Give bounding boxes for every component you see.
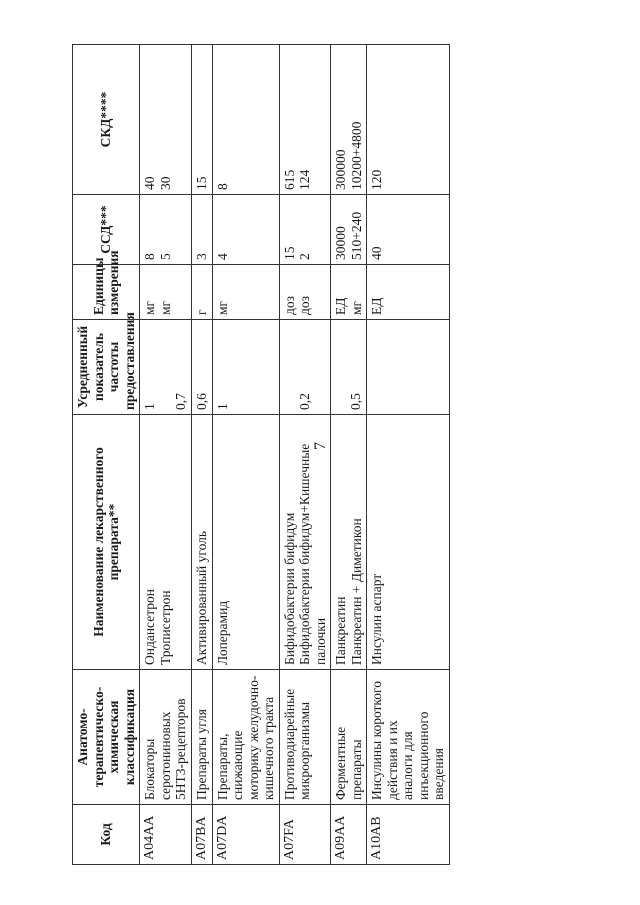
ssd-text: 8 [142, 253, 158, 260]
name-text: Панкреатин [333, 596, 349, 665]
cell-ssd [191, 195, 212, 265]
table-row [279, 45, 331, 865]
freq-group-text: 1 [142, 403, 158, 410]
cell-code [191, 805, 212, 865]
cell-ssd [331, 195, 367, 265]
atc-text: Блокаторы серотониновых 5НТ3-рецепторов [142, 698, 189, 800]
skd-text: 615 [281, 169, 297, 190]
skd-text: 300000 [333, 149, 349, 190]
table-row [212, 45, 279, 865]
code-text: A07BA [193, 816, 209, 860]
cell-unit [367, 265, 450, 320]
cell-freq [367, 320, 450, 415]
cell-unit [212, 265, 279, 320]
freq-text: 0,2 [296, 393, 312, 410]
header-ssd: ССД*** [73, 195, 140, 265]
code-text: A10AB [369, 816, 385, 860]
cell-name [212, 415, 279, 670]
name-text: Активированный уголь [193, 530, 209, 665]
code-text: A07DA [214, 815, 230, 860]
freq-text: 1 [214, 403, 230, 410]
table-row [367, 45, 450, 865]
drug-table [72, 44, 450, 865]
cell-freq [191, 320, 212, 415]
cell-name [191, 415, 212, 670]
header-skd: СКД**** [73, 45, 140, 195]
ssd-text: 2 [297, 253, 313, 260]
atc-text: Препараты угля [193, 709, 209, 800]
cell-atc [191, 670, 212, 805]
atc-text: Инсулины короткого действия и их аналоги для инъекционного введения [369, 681, 447, 800]
cell-atc [140, 670, 192, 805]
cell-atc [212, 670, 279, 805]
skd-text: 8 [214, 183, 230, 190]
freq-text [158, 324, 173, 410]
cell-name [140, 415, 192, 670]
unit-text: доз [281, 296, 297, 315]
cell-name [367, 415, 450, 670]
cell-code [212, 805, 279, 865]
cell-name [279, 415, 331, 670]
freq-text [333, 324, 348, 410]
name-text: Инсулин аспарт [369, 573, 385, 665]
header-code: Код [73, 805, 140, 865]
cell-atc [331, 670, 367, 805]
cell-unit [279, 265, 331, 320]
rotated-page [72, 45, 597, 865]
header-name: Наименование лекарственного препарата** [73, 415, 140, 670]
cell-code [367, 805, 450, 865]
cell-freq [140, 320, 192, 415]
unit-text: мг [157, 300, 173, 315]
header-unit: Единицы измерения [73, 265, 140, 320]
atc-text: Ферментные препараты [333, 726, 364, 800]
cell-code [279, 805, 331, 865]
ssd-text: 40 [369, 246, 385, 260]
unit-text: мг [348, 300, 364, 315]
name-text: Трописетрон [157, 590, 173, 665]
name-text: Бифидобактерии бифидум [281, 512, 297, 665]
cell-code [331, 805, 367, 865]
freq-text [282, 324, 297, 410]
table-row [140, 45, 192, 865]
cell-atc [367, 670, 450, 805]
unit-text: ЕД [333, 297, 349, 315]
cell-unit [331, 265, 367, 320]
ssd-text: 5 [157, 253, 173, 260]
atc-text: Противодиарейные микроорганизмы [281, 688, 313, 800]
code-text: A09AA [333, 815, 349, 860]
cell-freq [212, 320, 279, 415]
cell-name [331, 415, 367, 670]
header-freq: Усредненный показатель частоты предоставления [73, 320, 140, 415]
unit-text: мг [142, 300, 158, 315]
cell-code [140, 805, 192, 865]
freq-text: 0,7 [172, 393, 188, 410]
cell-skd [279, 45, 331, 195]
cell-ssd [367, 195, 450, 265]
name-text: Панкреатин + Диметикон [348, 518, 364, 665]
name-text: Бифидобактерии бифидум+Кишечные палочки [297, 443, 328, 665]
cell-unit [140, 265, 192, 320]
skd-text: 10200+4800 [348, 121, 364, 190]
cell-skd [212, 45, 279, 195]
cell-unit [191, 265, 212, 320]
cell-atc [279, 670, 331, 805]
ssd-text: 4 [214, 253, 230, 260]
unit-text: мг [214, 300, 230, 315]
table-row [331, 45, 367, 865]
code-text: A04AA [142, 815, 158, 860]
cell-skd [367, 45, 450, 195]
cell-ssd [212, 195, 279, 265]
cell-ssd [140, 195, 192, 265]
ssd-text: 3 [193, 253, 209, 260]
cell-skd [331, 45, 367, 195]
ssd-text: 30000 [333, 226, 349, 260]
page-number: 7 [312, 442, 329, 450]
skd-text: 30 [157, 176, 173, 190]
header-atc: Анатомо-терапевтическо-химическая классификация [73, 670, 140, 805]
name-text: Ондансетрон [142, 589, 158, 665]
cell-freq [279, 320, 331, 415]
ssd-text: 15 [281, 246, 297, 260]
cell-ssd [279, 195, 331, 265]
skd-text: 40 [142, 176, 158, 190]
freq-text: 0,5 [348, 393, 364, 410]
freq-text: 0,6 [193, 393, 209, 410]
unit-text: ЕД [369, 297, 385, 315]
skd-text: 15 [193, 176, 209, 190]
cell-skd [140, 45, 192, 195]
freq-text [369, 324, 384, 410]
ssd-text: 510+240 [348, 211, 364, 260]
unit-text: доз [297, 296, 313, 315]
skd-text: 120 [369, 169, 385, 190]
cell-skd [191, 45, 212, 195]
unit-text: г [193, 309, 209, 315]
skd-text: 124 [297, 169, 313, 190]
atc-text: Препараты, снижающие моторику желудочно-кишечного тракта [214, 675, 277, 800]
cell-freq [331, 320, 367, 415]
table-row [191, 45, 212, 865]
name-text: Лоперамид [214, 600, 230, 665]
code-text: A07FA [281, 819, 297, 860]
header-row [73, 45, 140, 865]
